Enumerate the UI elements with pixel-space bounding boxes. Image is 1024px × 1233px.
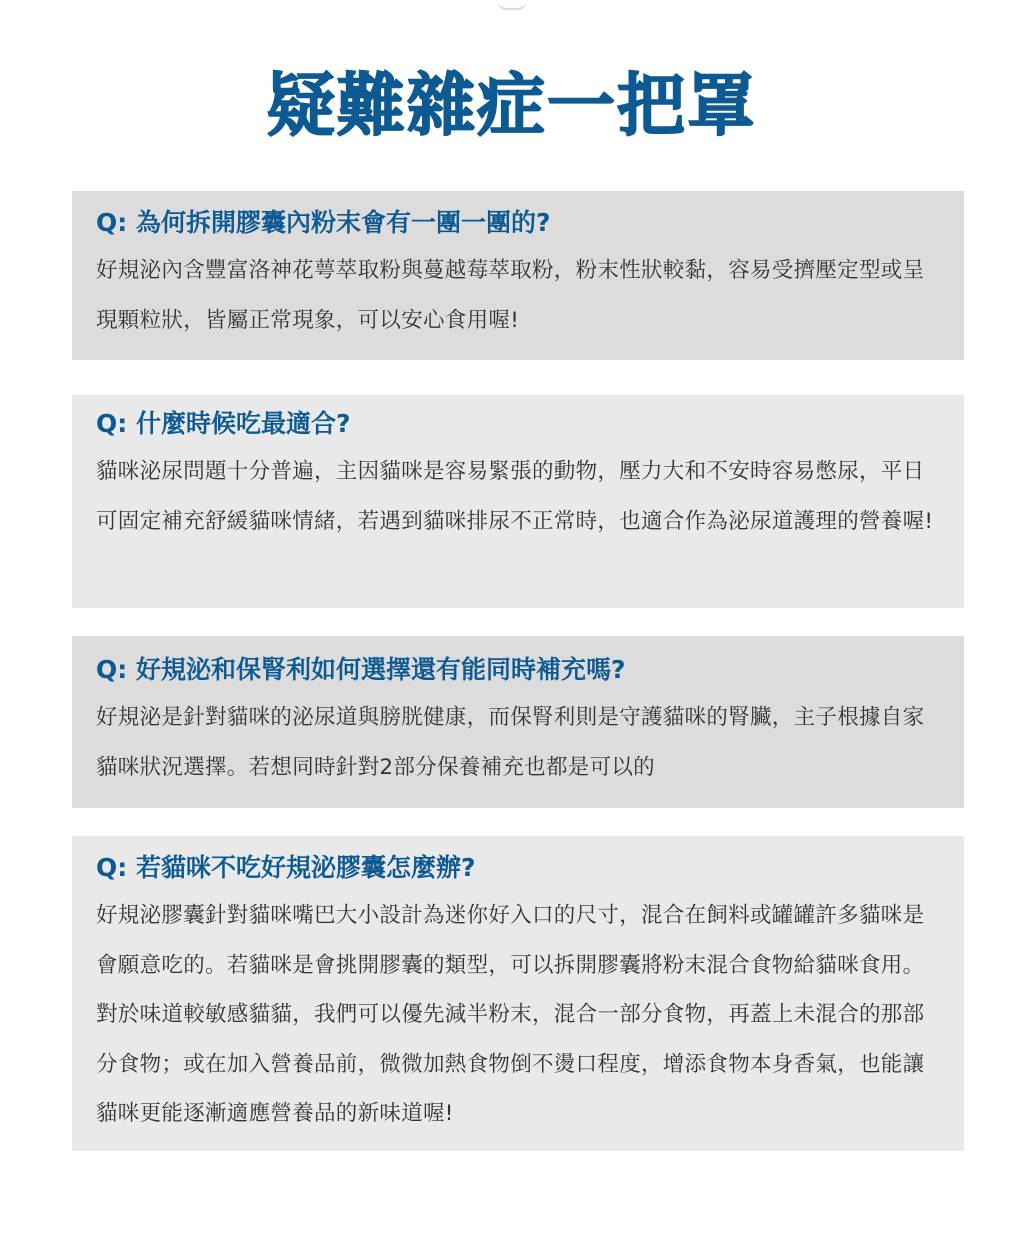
- faq-question: Q: 為何拆開膠囊內粉末會有一團一團的?: [96, 208, 551, 237]
- top-scroll-mark: [497, 0, 527, 10]
- page-title: 疑難雜症一把罩: [266, 67, 757, 146]
- faq-question: Q: 好規泌和保腎利如何選擇還有能同時補充嗎?: [96, 655, 626, 684]
- faq-question: Q: 什麼時候吃最適合?: [96, 409, 351, 438]
- faq-answer: 貓咪泌尿問題十分普遍，主因貓咪是容易緊張的動物，壓力大和不安時容易憋尿，平日可固定補充舒緩貓咪情緒，若遇到貓咪排尿不正常時，也適合作為泌尿道護理的營養喔!: [96, 459, 934, 534]
- faq-item-best-time: [72, 395, 964, 608]
- faq-answer: 好規泌膠囊針對貓咪嘴巴大小設計為迷你好入口的尺寸，混合在飼料或罐罐許多貓咪是會願意吃的。若貓咪是會挑開膠囊的類型，可以拆開膠囊將粉末混合食物給貓咪食用。對於味道較敏感貓貓，我們可以優先減半粉末，混合一部分食物，再蓋上未混合的那部分食物；或在加入營養品前，微微加熱食物倒不燙口程度，增添食物本身香氣，也能讓貓咪更能逐漸適應營養品的新味道喔!: [96, 903, 925, 1126]
- faq-item-powder-clumps: [72, 191, 964, 360]
- faq-answer: 好規泌是針對貓咪的泌尿道與膀胱健康，而保腎利則是守護貓咪的腎臟，主子根據自家貓咪狀況選擇。若想同時針對2部分保養補充也都是可以的: [96, 705, 925, 780]
- faq-question: Q: 若貓咪不吃好規泌膠囊怎麼辦?: [96, 853, 476, 882]
- faq-answer: 好規泌內含豐富洛神花萼萃取粉與蔓越莓萃取粉，粉末性狀較黏，容易受擠壓定型或呈現顆粒狀，皆屬正常現象，可以安心食用喔!: [96, 258, 925, 333]
- faq-item-refuses-capsule: [72, 836, 964, 1151]
- faq-item-product-choice: [72, 636, 964, 808]
